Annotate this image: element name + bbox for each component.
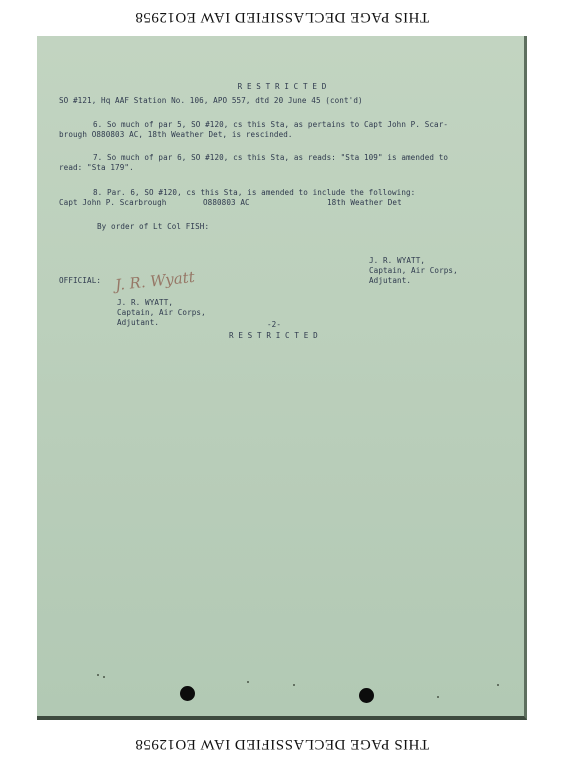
classification-top: R E S T R I C T E D — [237, 82, 327, 91]
para7-line2: read: "Sta 179". — [59, 163, 134, 172]
para8-serial: O880803 AC — [203, 198, 250, 207]
by-order: By order of Lt Col FISH: — [97, 222, 210, 231]
signer-left-rank: Captain, Air Corps, — [117, 308, 206, 317]
paper-speck — [293, 684, 295, 686]
punch-hole-left — [180, 686, 195, 701]
signer-left-title: Adjutant. — [117, 318, 160, 327]
handwritten-signature: J. R. Wyatt — [114, 267, 196, 295]
declassified-stamp-bottom: THIS PAGE DECLASSIFIED IAW EO12958 — [134, 736, 430, 752]
page-number: -2- — [267, 320, 282, 329]
declassified-stamp-top: THIS PAGE DECLASSIFIED IAW EO12958 — [134, 9, 430, 25]
official-label: OFFICIAL: — [59, 276, 102, 285]
paper-speck — [497, 684, 499, 686]
punch-hole-right — [359, 688, 374, 703]
signer-left-name: J. R. WYATT, — [117, 298, 174, 307]
document-page — [37, 36, 527, 720]
para7-line1: 7. So much of par 6, SO #120, cs this Sta, as reads: "Sta 109" is amended to — [93, 153, 449, 162]
para8-line1: 8. Par. 6, SO #120, cs this Sta, is amended to include the following: — [93, 188, 416, 197]
signer-right-name: J. R. WYATT, — [369, 256, 426, 265]
paper-speck — [437, 696, 439, 698]
paper-speck — [97, 674, 99, 676]
signer-right-title: Adjutant. — [369, 276, 412, 285]
paper-speck — [247, 681, 249, 683]
classification-bottom: R E S T R I C T E D — [229, 331, 318, 340]
para8-name: Capt John P. Scarbrough — [59, 198, 167, 207]
order-header: SO #121, Hq AAF Station No. 106, APO 557, dtd 20 June 45 (cont'd) — [59, 96, 363, 105]
paper-speck — [103, 676, 105, 678]
para6-line2: brough O880803 AC, 18th Weather Det, is rescinded. — [59, 130, 293, 139]
para8-unit: 18th Weather Det — [327, 198, 402, 207]
para6-line1: 6. So much of par 5, SO #120, cs this Sta, as pertains to Capt John P. Scar- — [93, 120, 449, 129]
signer-right-rank: Captain, Air Corps, — [369, 266, 458, 275]
